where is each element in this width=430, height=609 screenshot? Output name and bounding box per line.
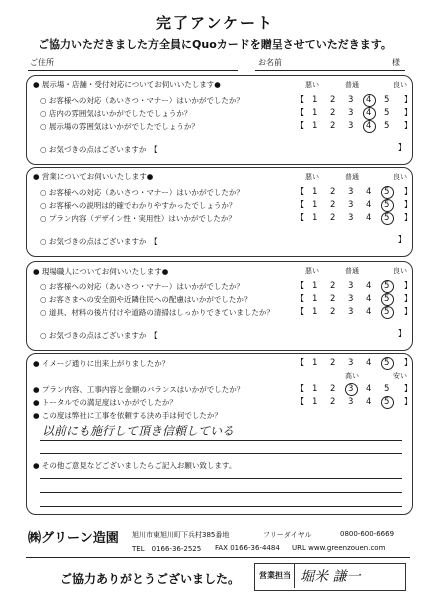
company-tel: TEL 0166-36-2525 [132, 545, 202, 553]
selected-rating-circle [363, 107, 376, 120]
bracket-close: 】 [404, 187, 412, 196]
rating-option-5[interactable]: 5 [384, 397, 390, 407]
bracket-close: 】 [404, 213, 412, 222]
selected-rating-circle [381, 293, 394, 306]
rating-option-4[interactable]: 4 [366, 121, 372, 131]
selected-rating-circle [381, 199, 394, 212]
rating-option-5[interactable]: 5 [384, 294, 390, 304]
rating-option-1[interactable]: 1 [312, 384, 318, 394]
question-text: ○ お客様への説明は的確でわかりやすかったでしょうか？ [40, 201, 237, 210]
selected-rating-circle [381, 357, 394, 370]
bracket-close: 】 [404, 307, 412, 316]
section-heading: ● 展示場・店舗・受付対応についてお伺いいたします● [33, 80, 221, 89]
question-text: ○ 道具、材料の後片付けや道路の清掃はしっかりできていましたか？ [40, 308, 274, 317]
rating-option-3[interactable]: 3 [348, 108, 354, 118]
rating-option-4[interactable]: 4 [366, 200, 372, 210]
rating-option-2[interactable]: 2 [330, 200, 336, 210]
rating-option-1[interactable]: 1 [312, 95, 318, 105]
selected-rating-circle [381, 186, 394, 199]
rating-option-2[interactable]: 2 [330, 397, 336, 407]
rating-option-4[interactable]: 4 [366, 384, 372, 394]
rating-option-4[interactable]: 4 [366, 307, 372, 317]
rating-option-2[interactable]: 2 [330, 294, 336, 304]
question-text: ○ お客様への対応（あいさつ・マナー）はいかがでしたか？ [40, 96, 244, 105]
comment-prompt: ○ お気づきの点はございますか 【 [40, 237, 158, 246]
intro-text: ご協力いただきました方全員にQuoカードを贈呈させていただきます。 [38, 38, 392, 51]
rating-option-5[interactable]: 5 [384, 213, 390, 223]
company-fax: FAX 0166-36-4484 [215, 544, 280, 552]
bracket-close: 】 [404, 384, 412, 393]
rating-option-4[interactable]: 4 [366, 358, 372, 368]
rating-option-4[interactable]: 4 [366, 187, 372, 197]
bracket-open: 【 [296, 307, 304, 316]
rating-option-2[interactable]: 2 [330, 358, 336, 368]
selected-rating-circle [381, 212, 394, 225]
bracket-close: 】 [398, 235, 406, 244]
label-good: 良い [393, 173, 407, 181]
label-low: 安い [393, 372, 407, 380]
freedial-number: 0800-600-6669 [340, 530, 395, 538]
rating-option-3[interactable]: 3 [348, 397, 354, 407]
question-text: ○ お客さまへの安全面や近隣住民への配慮はいかがでしたか？ [40, 295, 252, 304]
rating-option-5[interactable]: 5 [384, 108, 390, 118]
rating-option-4[interactable]: 4 [366, 108, 372, 118]
label-bad: 悪い [305, 81, 319, 89]
rating-option-3[interactable]: 3 [348, 358, 354, 368]
rating-option-1[interactable]: 1 [312, 397, 318, 407]
question-text: ○ 展示場の雰囲気はいかがでしたでしょうか？ [40, 122, 199, 131]
rating-option-3[interactable]: 3 [348, 200, 354, 210]
rating-option-4[interactable]: 4 [366, 213, 372, 223]
address-field[interactable] [28, 70, 238, 71]
label-normal: 普通 [345, 267, 359, 275]
question-text: ○ お客様への対応（あいさつ・マナー）はいかがでしたか？ [40, 282, 244, 291]
selected-rating-circle [381, 306, 394, 319]
bracket-open: 【 [296, 281, 304, 290]
answer-line [40, 478, 402, 479]
bracket-close: 】 [404, 95, 412, 104]
rating-option-3[interactable]: 3 [348, 281, 354, 291]
rating-option-3[interactable]: 3 [348, 307, 354, 317]
rating-option-5[interactable]: 5 [384, 358, 390, 368]
rating-option-1[interactable]: 1 [312, 294, 318, 304]
rating-option-1[interactable]: 1 [312, 200, 318, 210]
rating-option-3[interactable]: 3 [348, 294, 354, 304]
answer-line [40, 492, 402, 493]
rating-option-4[interactable]: 4 [366, 397, 372, 407]
company-name: ㈱グリーン造園 [28, 531, 119, 546]
rating-option-3[interactable]: 3 [348, 187, 354, 197]
freedial-label: フリーダイヤル [263, 531, 312, 539]
rating-option-2[interactable]: 2 [330, 108, 336, 118]
bracket-close: 】 [404, 281, 412, 290]
handwritten-answer: 以前にも施行して頂き信頼している [42, 424, 235, 438]
divider [26, 557, 410, 558]
bracket-close: 】 [398, 143, 406, 152]
rating-option-5[interactable]: 5 [384, 307, 390, 317]
name-label: お名前 [258, 58, 282, 67]
staff-label: 営業担当 [256, 564, 295, 588]
label-bad: 悪い [305, 267, 319, 275]
bracket-close: 】 [404, 397, 412, 406]
rating-option-2[interactable]: 2 [330, 281, 336, 291]
answer-line [40, 506, 402, 507]
label-normal: 普通 [345, 173, 359, 181]
answer-line [40, 440, 402, 441]
rating-option-5[interactable]: 5 [384, 121, 390, 131]
bracket-open: 【 [296, 358, 304, 367]
company-address: 旭川市東旭川町下兵村385番地 [132, 531, 230, 539]
rating-option-5[interactable]: 5 [384, 384, 390, 394]
selected-rating-circle [381, 396, 394, 409]
bracket-open: 【 [296, 397, 304, 406]
bracket-open: 【 [296, 200, 304, 209]
selected-rating-circle [363, 120, 376, 133]
label-bad: 悪い [305, 173, 319, 181]
rating-option-1[interactable]: 1 [312, 213, 318, 223]
honorific: 様 [392, 58, 400, 67]
rating-option-4[interactable]: 4 [366, 281, 372, 291]
rating-option-1[interactable]: 1 [312, 281, 318, 291]
section-heading: ● 営業についてお伺いいたします● [33, 172, 154, 181]
rating-option-2[interactable]: 2 [330, 213, 336, 223]
bracket-close: 】 [404, 294, 412, 303]
bracket-open: 【 [296, 108, 304, 117]
rating-option-3[interactable]: 3 [348, 95, 354, 105]
rating-option-4[interactable]: 4 [366, 95, 372, 105]
bracket-open: 【 [296, 95, 304, 104]
question-text: ● トータルでの満足度はいかがでしたか？ [33, 398, 177, 407]
thanks-message: ご協力ありがとうございました。 [60, 572, 241, 586]
rating-option-2[interactable]: 2 [330, 384, 336, 394]
question-text: ○ 店内の雰囲気はいかがでしたでしょうか？ [40, 109, 192, 118]
label-good: 良い [393, 267, 407, 275]
selected-rating-circle [345, 383, 358, 396]
question-text: ● この度は弊社に工事を依頼する決め手は何でしたか？ [33, 411, 222, 420]
rating-option-1[interactable]: 1 [312, 187, 318, 197]
rating-option-3[interactable]: 3 [348, 121, 354, 131]
name-field[interactable] [255, 70, 405, 71]
rating-option-2[interactable]: 2 [330, 95, 336, 105]
rating-option-1[interactable]: 1 [312, 121, 318, 131]
rating-option-1[interactable]: 1 [312, 307, 318, 317]
bracket-open: 【 [296, 187, 304, 196]
bracket-open: 【 [296, 294, 304, 303]
bracket-close: 】 [404, 358, 412, 367]
rating-option-3[interactable]: 3 [348, 384, 354, 394]
bracket-close: 】 [404, 108, 412, 117]
bracket-open: 【 [296, 121, 304, 130]
section-heading: ● 現場職人についてお伺いいたします● [33, 267, 169, 276]
question-text: ● その他ご意見などございましたらご記入お願い致します。 [33, 461, 237, 470]
answer-line [40, 453, 402, 454]
comment-prompt: ○ お気づきの点はございますか 【 [40, 331, 158, 340]
label-normal: 普通 [345, 81, 359, 89]
rating-option-2[interactable]: 2 [330, 121, 336, 131]
rating-option-5[interactable]: 5 [384, 187, 390, 197]
rating-option-5[interactable]: 5 [384, 200, 390, 210]
bracket-open: 【 [296, 213, 304, 222]
rating-option-5[interactable]: 5 [384, 281, 390, 291]
question-text: ○ プラン内容（デザイン性・実用性）はいかがでしたか？ [40, 214, 236, 223]
question-text: ● イメージ通りに出来上がりましたか？ [33, 359, 170, 368]
rating-option-1[interactable]: 1 [312, 358, 318, 368]
rating-option-3[interactable]: 3 [348, 213, 354, 223]
question-text: ● プラン内容、工事内容と金額のバランスはいかがでしたか？ [33, 385, 245, 394]
staff-name: 堀米 謙一 [300, 569, 361, 585]
rating-option-2[interactable]: 2 [330, 307, 336, 317]
bracket-close: 】 [404, 121, 412, 130]
bracket-close: 】 [398, 329, 406, 338]
rating-option-5[interactable]: 5 [384, 95, 390, 105]
survey-title: 完了アンケート [155, 14, 275, 32]
selected-rating-circle [381, 280, 394, 293]
rating-option-2[interactable]: 2 [330, 187, 336, 197]
bracket-open: 【 [296, 384, 304, 393]
selected-rating-circle [363, 94, 376, 107]
rating-option-4[interactable]: 4 [366, 294, 372, 304]
comment-prompt: ○ お気づきの点はございますか 【 [40, 145, 158, 154]
company-url: URL www.greenzouen.com [292, 544, 386, 552]
bracket-close: 】 [404, 200, 412, 209]
address-label: ご住所 [30, 58, 54, 67]
label-good: 良い [393, 81, 407, 89]
rating-option-1[interactable]: 1 [312, 108, 318, 118]
question-text: ○ お客様への対応（あいさつ・マナー）はいかがでしたか？ [40, 188, 244, 197]
label-high: 高い [345, 372, 359, 380]
